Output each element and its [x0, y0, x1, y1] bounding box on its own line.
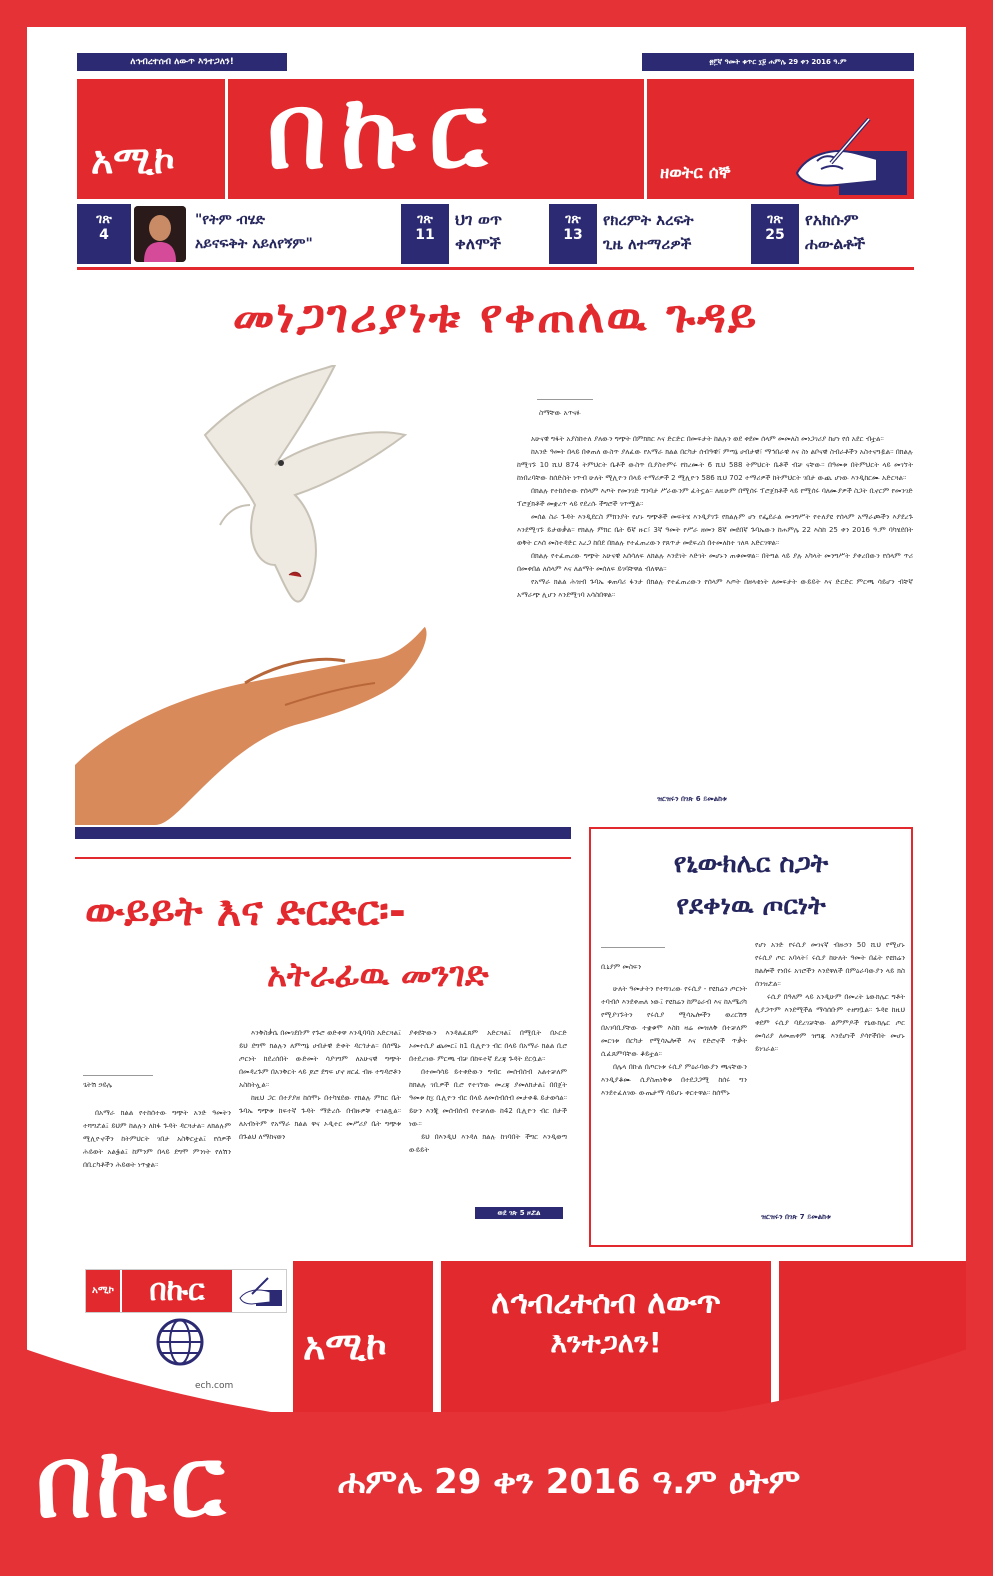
brand-small-logo: አሚኮ — [91, 140, 175, 182]
teasers-row — [77, 204, 914, 264]
left-story-subheadline: አትራፊዉ መንገድ — [267, 955, 489, 995]
footer-slogan-line-2: እንተጋለን! — [550, 1326, 662, 1359]
right-story-column-2 — [755, 939, 905, 1203]
masthead-title: በኩር — [267, 74, 501, 190]
teaser-page-number: 13 — [563, 227, 583, 243]
tagline: ለኅብረተሰብ ለውጥ እንተጋለን! — [77, 53, 287, 71]
teaser-page-25[interactable] — [751, 204, 914, 264]
divider — [77, 267, 914, 270]
website-fragment: ech.com — [195, 1381, 234, 1391]
paragraph: በክልሉ የተከሰተው የሰላም እጦት የመንገድ ግንባታ ሥራውንም ፈትኗል። ለዚሁም በሚሰሩ ፕሮጀክቶች ላይ የሚሰሩ ባለሙያዎች ስጋት ቢኖርም የመንገድ ፕሮጀክቶች መቋረጥ ላይ የደረሱ ችግሮች ገጥሟል። — [517, 487, 913, 508]
left-story-column-1 — [83, 1107, 231, 1227]
paragraph: የአማራ ክልል ሕዝብ ጉባኤ ቁጠባሪ ፋንታ በክልሉ የተፈጠረውን የሰላም እጦት በዘላቂነት ለመፍታት ውይይት እና ድርድር ምርጫ ሳይሆን ብቸኛ አማራጭ ሊሆን እንደሚገባ አሳስበዋል። — [517, 578, 913, 599]
right-story-byline: ቢኒያም መስፍን — [601, 963, 642, 971]
teaser-title: ህገ ወጥ ቀለሞች — [455, 210, 503, 253]
banner-masthead: በኩር — [36, 1427, 229, 1537]
paragraph: ሁለት ዓመታትን የተሻገረው የሩሲያ - የዩክሬን ጦርነት ተባብሶ እንደቀጠለ ነው፤ የዩክሬን ከምዕራብ እና ከአሜሪካ የሚያገኙትን የሩሲያ ሚሳኤሎችን ወረርሽኝ በአገባቢያቸው ተቋቁሞ እስከ ዛሬ መዝለቅ በተቻለም መርገቱ በርካታ የሚሳኤሎች እና የድሮኖች ጥቃት ሲፈጸምባቸው ቆይቷል። — [601, 985, 747, 1058]
left-story-column-2 — [239, 1027, 401, 1223]
columnist-portrait — [134, 206, 186, 262]
byline-rule — [601, 947, 665, 948]
section-divider-bar — [75, 827, 571, 839]
issue-info: ፳፫ኛ ዓመት ቁጥር ፲፱ ሐምሌ 29 ቀን 2016 ዓ.ም — [642, 53, 914, 71]
newspaper-page — [27, 27, 966, 1412]
main-headline: መነጋገሪያነቱ የቀጠለዉ ጉዳይ — [232, 289, 759, 343]
paragraph: በተመሳሳይ ይተቀድውን ግብር መሰብሰብ አልተቻለም ከክልሉ ገቢዎች ቢሮ የተገኘው መረጃ ያመለክታል፤ በበጀት ዓመቱ ከ፲ ቢሊዮን ብር በላይ ለመሰብሰብ መታቀዱ ይታወሳል። ይሁን እንጂ መሰብሰብ የተቻለው ከ42 ቢሊዮን ብር በታች ነው። — [409, 1068, 567, 1128]
left-story-byline: ጌትሽ ኃይሌ — [83, 1081, 113, 1089]
left-story-headline: ውይይት እና ድርድር፡- — [85, 887, 406, 935]
teaser-page-number: 11 — [415, 227, 435, 243]
teaser-page-11[interactable] — [401, 204, 547, 264]
mini-brand: አሚኮ — [86, 1270, 120, 1312]
byline-rule — [537, 399, 593, 400]
teaser-page-4[interactable] — [77, 204, 399, 264]
paragraph: ይህ በእንዲህ እንዳለ ክልሉ ከገባበት ችግር እንዲወጣ ውይይት — [409, 1133, 567, 1154]
paragraph: በአማራ ክልል የተከሰተው ግጭት አንድ ዓመትን ተሻግሯል፤ ይህም ከልሉን ለከፋ ጉዳት ዳርጓታል። ለክልሉም ሚሊዮኖችን ከትምህርት ገበታ አስቅርቷል፤ የሰዎች ሕይወት አልፏል፤ ከምንም በላይ ደግሞ ምንነት የለሽን በቢርካቶችን ሕይወት ነጥቋል። — [83, 1109, 231, 1169]
edition-label: ዘወትር ሰኞ — [660, 163, 731, 183]
teaser-page-number: 4 — [99, 227, 109, 243]
teaser-page-label: ገጽ — [417, 212, 433, 227]
paragraph: ሩሲያ በዓለም ላይ አንዲሁም በመረት ኒውክሌር ግቶት ሊያጋጥም እንደሚችል ማሳሰቡም ተዘግቧል። ጉዳዩ ከዚህ ቀደም ሩሲያ ባደረገቻቸው ልምምዶች የኒውክሌር ጦር መሳሪያ ለመጠቀም ዝግጁ እንደሆነች ያሳየችበት መሆኑ ይነገራል። — [755, 993, 905, 1053]
mini-masthead — [85, 1269, 287, 1313]
teaser-title: የአክሱም ሐውልቶች — [805, 210, 866, 253]
paragraph: በክልሉ የተፈጠረው ግጭት አሁናዊ አሰሳለፍ ለክልሉ እንደገት እድገት መሆኑን ጠቁመዋል። በትግል ላይ ያሉ አካላት መንግሥት ያቀረበውን የሰላም ጥሪ በመቀበል ለሰላም እና ለልማት መሰለፍ ይገባቸዋል ብለዋል። — [517, 552, 913, 573]
footer-brand: አሚኮ — [303, 1326, 387, 1368]
mini-masthead-title: በኩር — [122, 1270, 232, 1312]
masthead-band — [77, 74, 914, 199]
paragraph: እንቅስቃሴ በመገደቡም የጉሮ ወድቀዋ እንዲባባስ አድርጓል፤ ይህ ደግሞ ክልሉን ለምጣኔ ሀብታዊ ድቀት ዳርጎታል። በሰሜኑ ጦርነት ከደረሰበት ውድመት ሳያገግም ለአሁናዊ ግጭት በመዳረጉም በአንቅርት ላይ ጆሮ ደግፍ ሆኖ ዘርፈ ብዙ ተግዳሮቶን አስከትሏል። — [239, 1029, 401, 1089]
teaser-page-number: 25 — [765, 227, 785, 243]
writing-hand-illustration — [777, 115, 907, 195]
paragraph: ከአንድ ዓመት በላይ በቀጠለ ውስጥ ያለፈው የአማራ ክልል በርካታ ሰብዓዊ፣ ምጣኔ ሀብታዊ፣ ማኅበራዊ እና ስነ ልቦናዊ ስብራቶችን አስተናግዷል። በክልሉ ከሚገኙ 10 ሺህ 874 ትምህርት ቤቶች ውስጥ ቢያስተምሩ የከረሙት 6 ሺህ 588 ትምህርት ቤቶች ብቻ ናቸው። በዓመቱ በትምህርት ላይ መገኘት ከነበረባቸው ከሰድስት ነጥብ ሁለት ሚሊዮን በላይ ተማሪዎች 2 ሚሊዮን 586 ሺህ 702 ተማሪዎች ከትምህርት ገበታ ውጪ ሆነው እንዲከርሙ አድርጓል። — [517, 448, 913, 482]
paragraph: ከዚህ ጋር በተያያዘ ከሰሞኑ በተካሄደው የክልሉ ምክር ቤት ጉባኤ ግጭቱ ከፍተኛ ጉዳት ማድረሱ በብዙዎቹ ተገልጿል። ለአብነትም የአማራ ክልል ዋና ኦዲተር መሥሪያ ቤት ግጭቱ በጉልህ ለማከናወን — [239, 1094, 401, 1141]
paragraph: አሁናዊ ግፋት አያስከተለ ያለውን ግጭት በምክክር እና ድርድር በመፍታት ከልሉን ወደ ቀደመ ሰላም መመለስ መነጋገሪያ ከሆነ የሰ አደር ብቷል። — [531, 435, 884, 443]
right-story-continued[interactable]: ዝርዝሩን በገጽ 7 ይመልከቱ — [761, 1213, 831, 1221]
main-story-continued[interactable]: ዝርዝሩን በገጽ 6 ይመልከቱ — [657, 795, 727, 803]
left-story-continued[interactable]: ወደ ገጽ 5 ዞሯል — [475, 1207, 563, 1219]
divider — [75, 857, 571, 859]
paragraph: ያቀደቸውን እንዳልፈጸም አድርጓል፤ በሚቢት በኦርድ ኦመተሲያ ጨመር፤ ከ1 ቢሊዮን ብር በላይ በአማራ ክልል ቢሮ በተደረገው ምርጫ ብቻ በከፍተኛ ደረጃ ጉዳት ደርሷል። — [409, 1029, 567, 1063]
teaser-title: "የትም ብሄድ አይናፍቅት አይለየኝም" — [195, 212, 313, 252]
paragraph: በሌላ በኩል በጦርነቱ ሩሲያ ምዕራባውያን ጫናቸውን እንዲያቆሙ ሲያስጠነቅቁ በተደጋጋሚ ከሰሩ ግን እንደተፈለገው ውጤታማ ሳይሆኑ ቀርተዋል። ከሰሞኑ — [601, 1063, 747, 1097]
right-story-box — [589, 827, 913, 1247]
banner-edition-date: ሐምሌ 29 ቀን 2016 ዓ.ም ዕትም — [338, 1462, 801, 1502]
main-story-body — [517, 433, 913, 785]
teaser-page-13[interactable] — [549, 204, 749, 264]
mini-writing-hand-icon — [236, 1276, 282, 1306]
byline-rule — [83, 1075, 153, 1076]
main-story-byline: ስማቸው አጥናፉ — [539, 409, 581, 417]
teaser-title: የክረምት እረፍት ጊዜ ለተማሪዎች — [603, 211, 694, 253]
right-story-column-1 — [601, 983, 747, 1219]
teaser-page-label: ገጽ — [767, 212, 783, 227]
dove-hand-illustration — [75, 365, 475, 825]
teaser-page-label: ገጽ — [565, 212, 581, 227]
left-story-column-3 — [409, 1027, 567, 1223]
right-story-headline: የኒውክሌር ስጋት የደቀነዉ ጦርነት — [673, 849, 829, 921]
paragraph: መሰል ስራ ጉዳት እንዲደርስ ምክንያት የሆኑ ግጭቶች መፍትሄ እንዲያገኙ የክልሉም ሆነ የፌደራል መንግሥት የተለያዩ የሰላም አማራጮችን እያደረጉ እንደሚገኙ ይታወቃል። የክልሉ ምክር ቤት 6ኛ ዙር፣ 3ኛ ዓመት የሥራ ዘመን 8ኛ መደበኛ ጉባኤውን ከሐምሌ 22 እስከ 25 ቀን 2016 ዓ.ም ባካሄደበት ወቅት ርእሰ መስተዳድር አረጋ ከበደ በክልሉ የተፈጠረውን የጸጥታ መደፍረስ በተመለከተ ገለጻ አድርገዋል። — [517, 513, 913, 547]
teaser-page-label: ገጽ — [96, 212, 112, 227]
paragraph: የሆነ አንድ የሩሲያ መገናኛ ብዙኃን 50 ሺህ የሚሆኑ የሩሲያ ጦር አባላት፣ ሩሲያ ከሁለት ዓመት በፊት የዩክሬን ክልሎች የነበሩ አገሮችን እንደዋለች በምዕራባውያን ላይ ክስ ሰንዝሯል። — [755, 941, 905, 988]
footer-slogan-line-1: ለኅብረተሰብ ለውጥ — [490, 1283, 722, 1321]
